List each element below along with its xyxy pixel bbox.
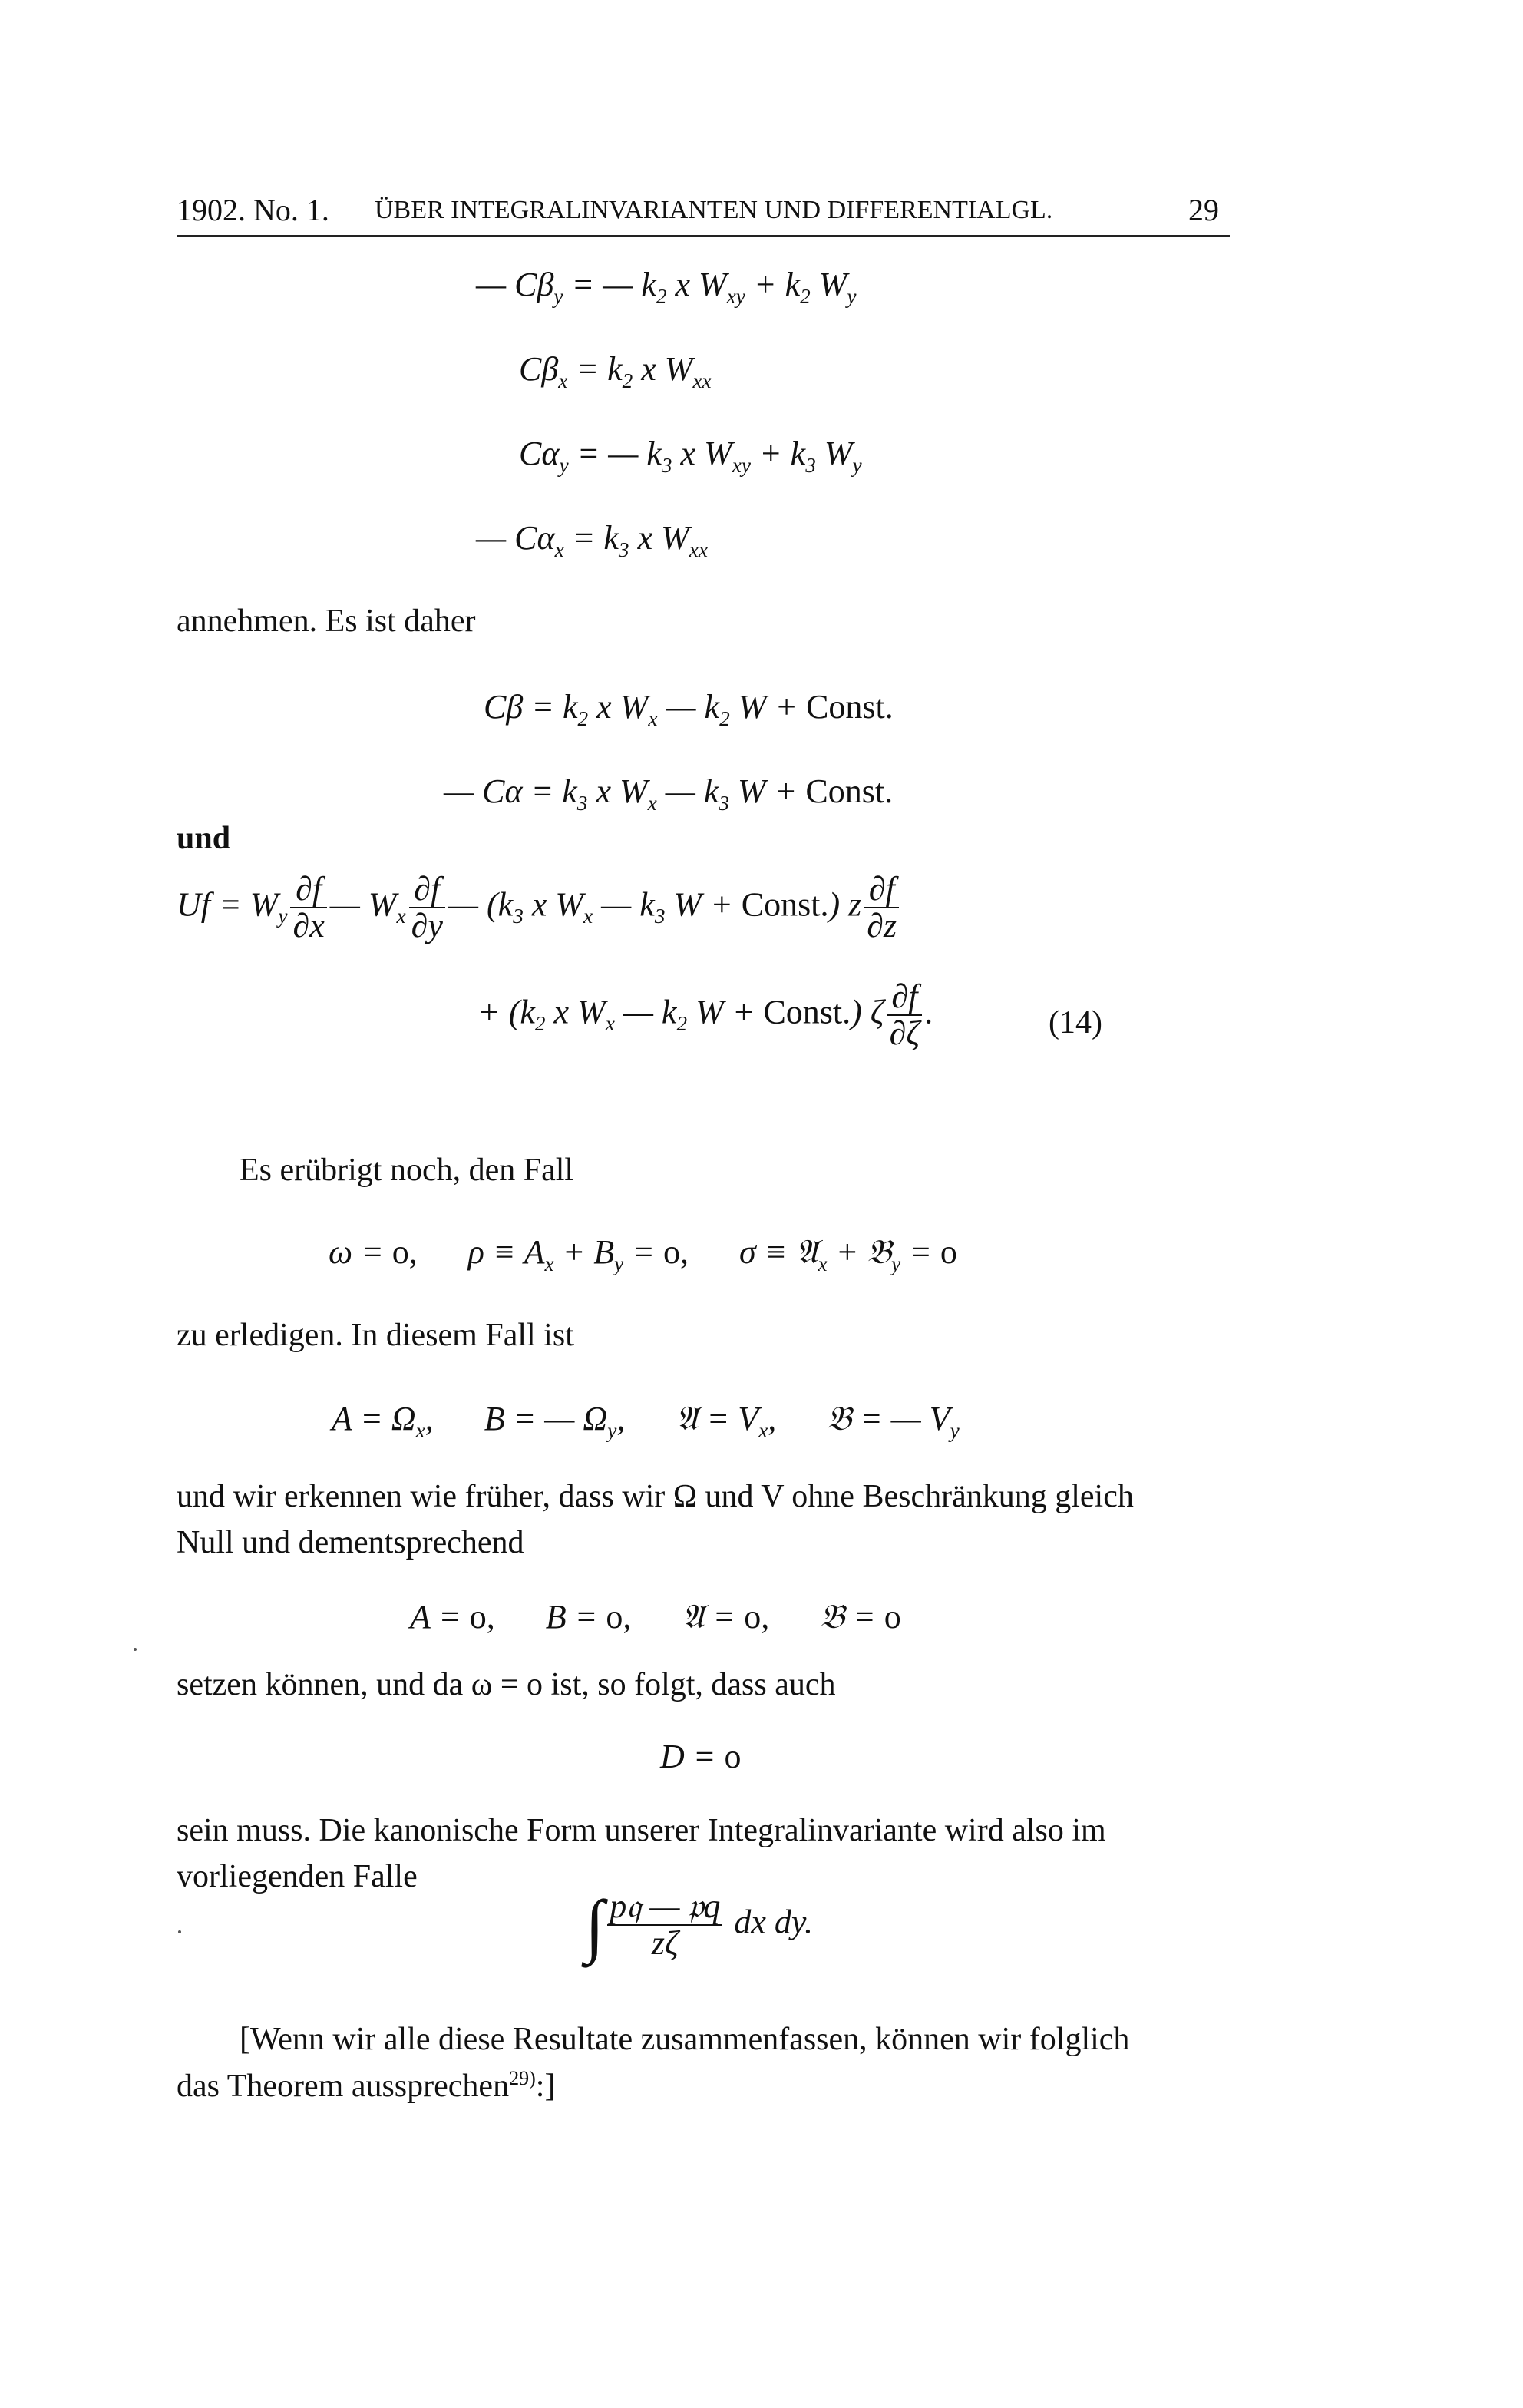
paragraph-es-eruebrigt: Es erübrigt noch, den Fall: [240, 1153, 574, 1188]
scan-speck: [134, 1648, 137, 1651]
equation-integral: ∫ $\frac{\text{p𝔮 — 𝔭q}}{z\zeta}$ dx dy.: [585, 1886, 814, 1965]
header-year-issue: 1902. No. 1.: [177, 193, 329, 227]
paragraph-und-wir-line-2: Null und dementsprechend: [177, 1525, 524, 1560]
paragraph-sein-muss-line-1: sein muss. Die kanonische Form unserer Integralinvariante wird also im: [177, 1813, 1106, 1848]
footnote-ref: 29): [509, 2067, 536, 2089]
equation-d: D = o: [660, 1738, 742, 1775]
header-rule: [177, 235, 1230, 237]
equation-5: $C\beta = k_2$ x $W_x$ — $k_2$ W + Const.: [484, 688, 894, 730]
header-running-title: ÜBER INTEGRALINVARIANTEN UND DIFFERENTIALGL.: [375, 196, 1053, 224]
equation-3: $C\alpha_y$ = — $k_3$ x $W_{xy} + k_3$ $W_y$: [519, 435, 862, 477]
equation-6: — $C\alpha = k_3$ x $W_x$ — $k_3$ W + Const.: [444, 772, 894, 815]
equation-1: — $C\beta_y$ = — $k_2$ x $W_{xy} + k_2$ $W_y$: [476, 266, 857, 308]
paragraph-zu-erledigen: zu erledigen. In diesem Fall ist: [177, 1318, 574, 1353]
paragraph-setzen: setzen können, und da ω = o ist, so folgt, dass auch: [177, 1667, 836, 1702]
paragraph-wenn-line-2: das Theorem aussprechen$^{29)}$:]: [177, 2067, 556, 2104]
paragraph-und-wir-line-1: und wir erkennen wie früher, dass wir Ω und V ohne Beschränkung gleich: [177, 1479, 1134, 1514]
paragraph-wenn-line-1: [Wenn wir alle diese Resultate zusammenfassen, können wir folglich: [240, 2022, 1130, 2057]
equation-14-line-1: $Uf = W_y$ $\frac{\partial f}{\partial x}$ — $W_x$ $\frac{\partial f}{\partial y}$ — ($k_3$ x $W_x$ — $k_3$ W + Const.) z $\frac{\partial f}{\partial z}$: [177, 872, 902, 944]
word-und: und: [177, 821, 231, 856]
equation-number: (14): [1049, 1005, 1102, 1040]
equation-case: ω = o, $\rho \equiv A_x + B_y = o$, σ ≡ 𝔄$_x$ + 𝔅$_y$ = o: [329, 1233, 957, 1275]
page-number: 29: [1188, 193, 1219, 227]
paragraph-annehmen: annehmen. Es ist daher: [177, 604, 476, 639]
equation-4: — $C\alpha_x = k_3$ x $W_{xx}$: [476, 519, 708, 561]
paragraph-sein-muss-line-2: vorliegenden Falle: [177, 1859, 418, 1894]
scan-speck: [178, 1930, 181, 1933]
equation-ab: $A = \Omega_x$, B = — $\Omega_y$, 𝔄 = $V_x$, 𝔅 = — $V_y$: [332, 1400, 960, 1442]
equation-zero: A = o, B = o, 𝔄 = o, 𝔅 = o: [410, 1598, 901, 1636]
equation-14-line-2: + ($k_2$ x $W_x$ — $k_2$ W + Const.) ζ $\frac{\partial f}{\partial\zeta}$ .: [477, 977, 934, 1053]
equation-2: $C\beta_x = k_2$ x $W_{xx}$: [519, 350, 712, 392]
